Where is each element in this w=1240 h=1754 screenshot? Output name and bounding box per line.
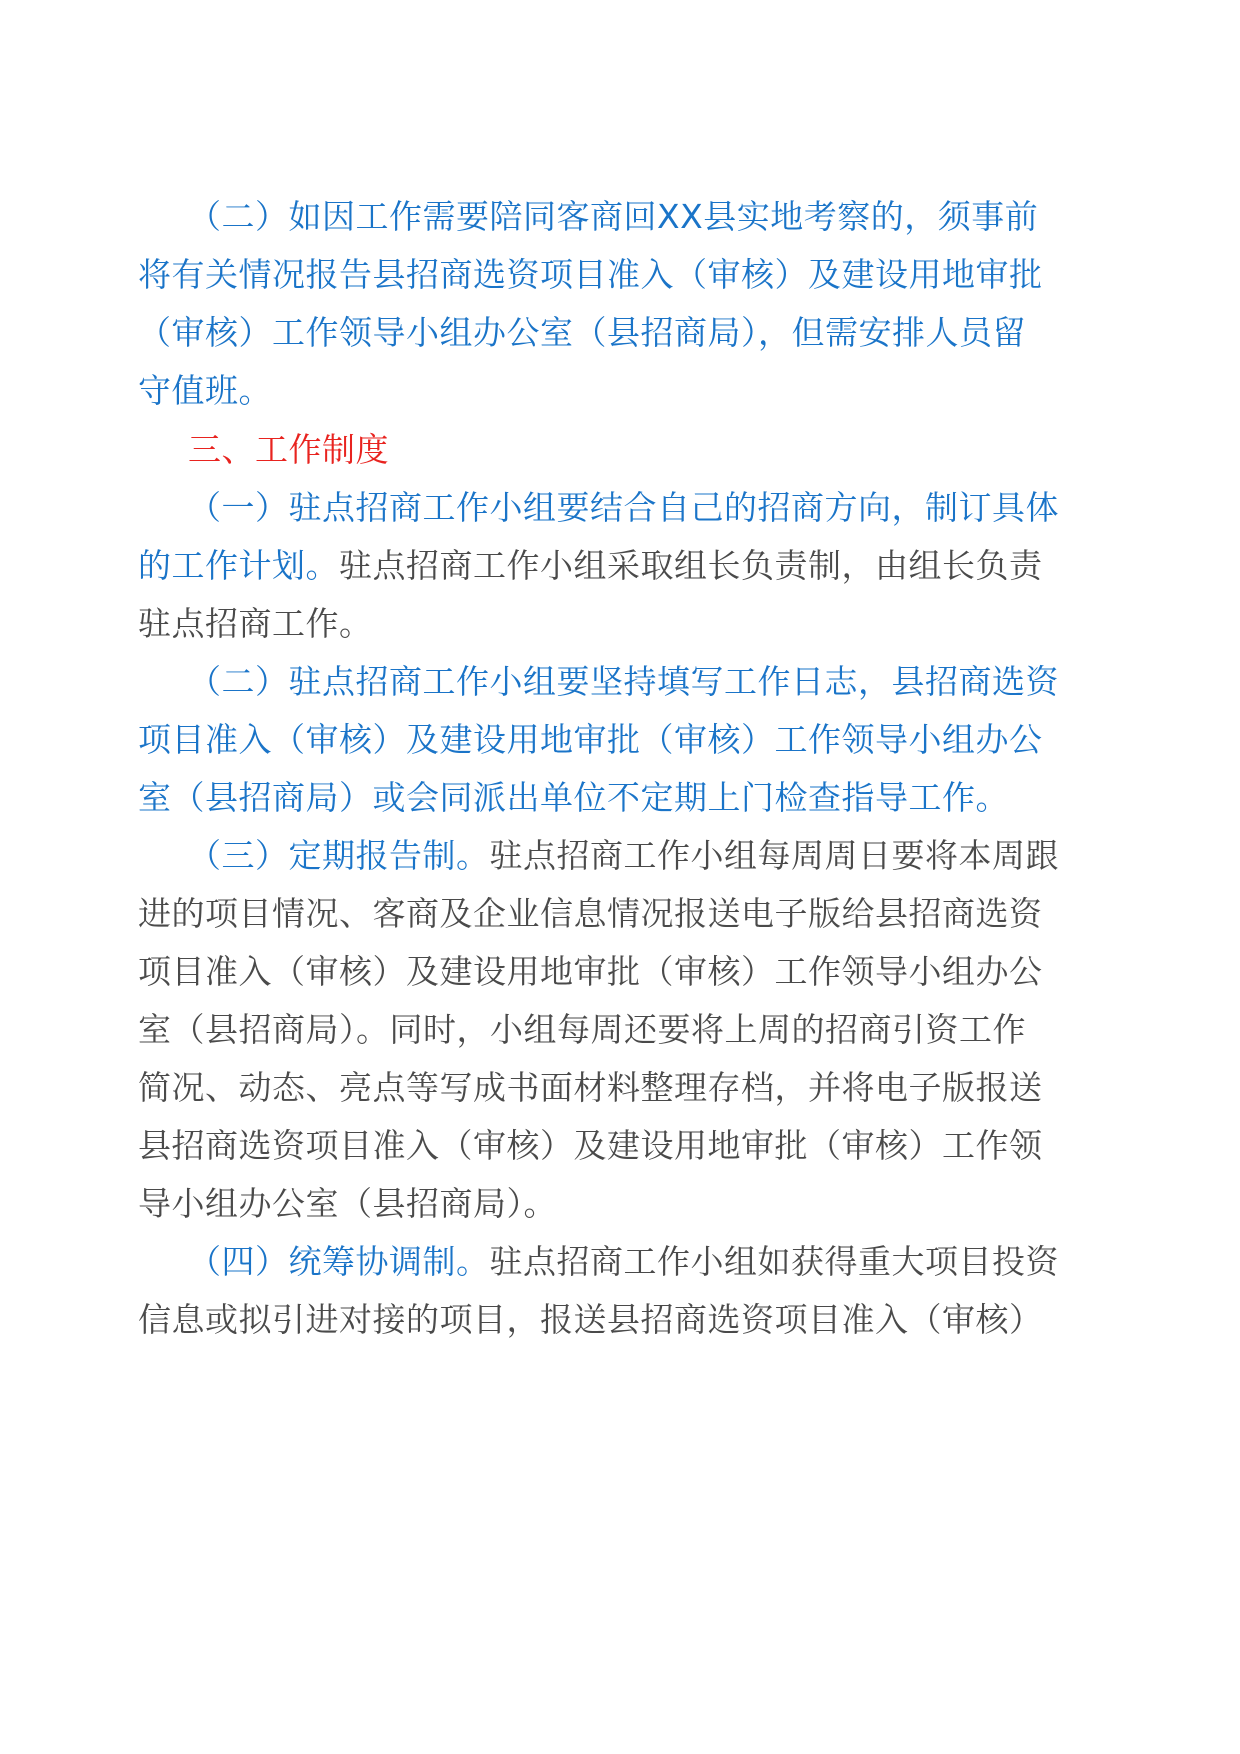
paragraph-3-line-2: 项目准入（审核）及建设用地审批（审核）工作领导小组办公: [138, 720, 1043, 759]
paragraph-2-line-2-gray: 驻点招商工作小组采取组长负责制，由组长负责: [339, 546, 1043, 585]
paragraph-2-line-3: 驻点招商工作。: [138, 604, 373, 643]
paragraph-5-line-1-blue: （四）统筹协调制。: [188, 1242, 490, 1281]
paragraph-4-line-1: [188, 834, 1059, 878]
paragraph-2-line-2: [138, 544, 1043, 588]
paragraph-5-line-1: [188, 1240, 1059, 1284]
paragraph-1-line-1: （二）如因工作需要陪同客商回XX县实地考察的，须事前: [188, 197, 1039, 236]
paragraph-2-line-1: （一）驻点招商工作小组要结合自己的招商方向，制订具体: [188, 488, 1059, 527]
section-heading-work-system: 三、工作制度: [188, 430, 389, 469]
paragraph-4-line-7: 导小组办公室（县招商局）。: [138, 1184, 557, 1223]
paragraph-4-line-2: 进的项目情况、客商及企业信息情况报送电子版给县招商选资: [138, 894, 1043, 933]
paragraph-4-line-4: 室（县招商局）。同时，小组每周还要将上周的招商引资工作: [138, 1010, 1026, 1049]
paragraph-4-line-1-gray: 驻点招商工作小组每周周日要将本周跟: [489, 836, 1059, 875]
paragraph-4-line-6: 县招商选资项目准入（审核）及建设用地审批（审核）工作领: [138, 1126, 1043, 1165]
paragraph-1-line-3: （审核）工作领导小组办公室（县招商局），但需安排人员留: [138, 313, 1026, 352]
paragraph-4-line-3: 项目准入（审核）及建设用地审批（审核）工作领导小组办公: [138, 952, 1043, 991]
paragraph-2-line-2-blue: 的工作计划。: [138, 546, 339, 585]
paragraph-4-line-1-blue: （三）定期报告制。: [188, 836, 490, 875]
paragraph-1-line-2: 将有关情况报告县招商选资项目准入（审核）及建设用地审批: [138, 255, 1043, 294]
paragraph-5-line-1-gray: 驻点招商工作小组如获得重大项目投资: [489, 1242, 1059, 1281]
paragraph-3-line-3: 室（县招商局）或会同派出单位不定期上门检查指导工作。: [138, 778, 1009, 817]
paragraph-4-line-5: 简况、动态、亮点等写成书面材料整理存档，并将电子版报送: [138, 1068, 1043, 1107]
paragraph-1-line-4: 守值班。: [138, 371, 272, 410]
paragraph-3-line-1: （二）驻点招商工作小组要坚持填写工作日志，县招商选资: [188, 662, 1059, 701]
paragraph-5-line-2: 信息或拟引进对接的项目，报送县招商选资项目准入（审核）: [138, 1300, 1043, 1339]
